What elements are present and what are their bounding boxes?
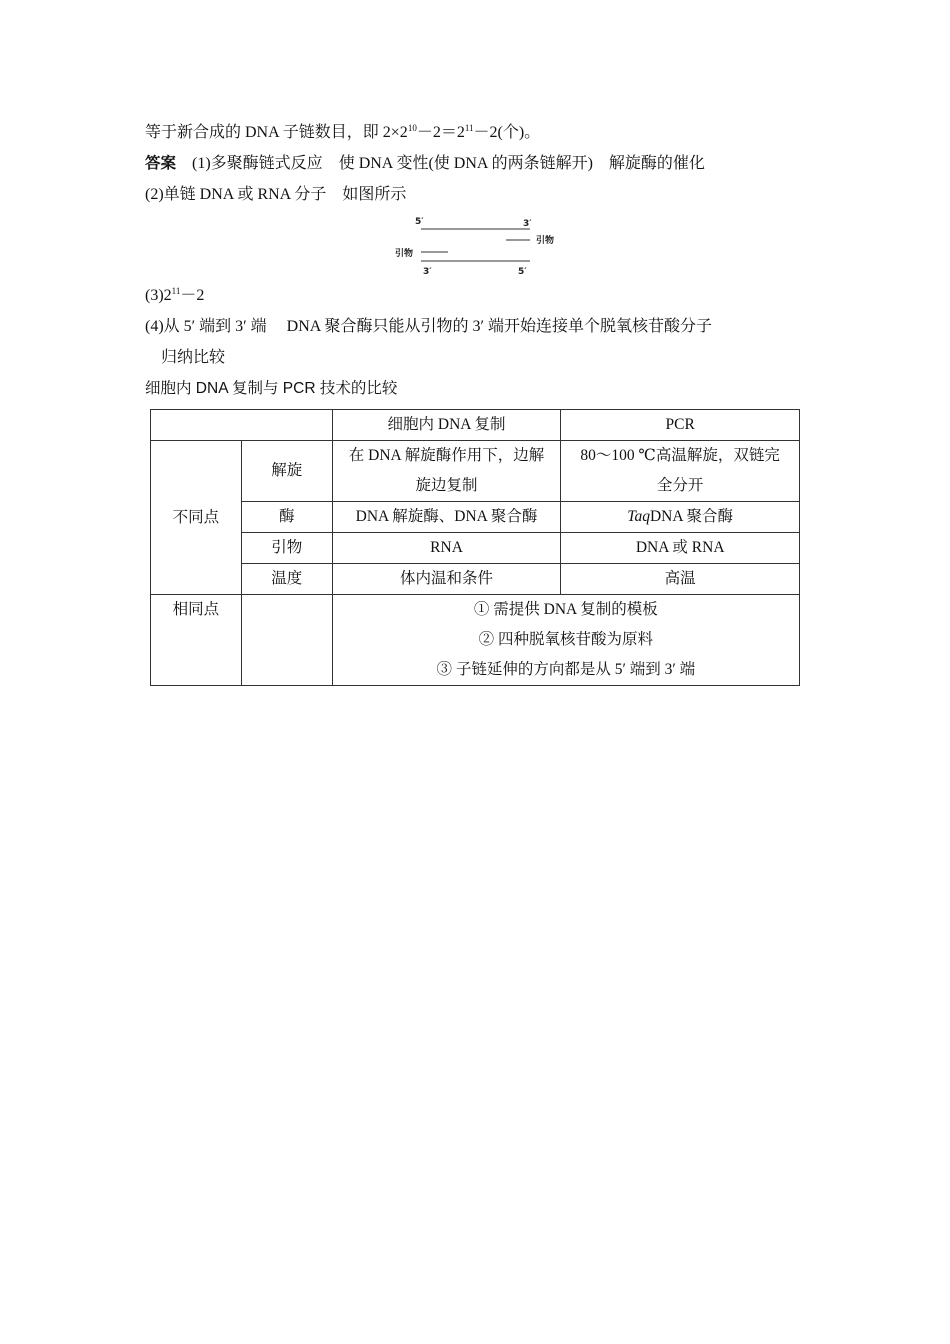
answer-1b: 使 DNA 变性(使 DNA 的两条链解开) [338, 155, 593, 172]
same-point-item: ① 需提供 DNA 复制的模板 [473, 601, 658, 618]
intro-text-2: －2＝2 [416, 124, 465, 141]
cell-unwinding-pcr [561, 441, 800, 502]
label-top-5prime: 5′ [415, 217, 424, 227]
cell-text-line: 旋边复制 [415, 477, 478, 494]
label-top-3prime: 3′ [523, 219, 532, 229]
label-bottom-5prime: 5′ [518, 267, 527, 277]
same-label-cell: 相同点 [151, 595, 242, 686]
intro-text-3: －2(个)。 [473, 124, 541, 141]
row-label-temperature: 温度 [241, 564, 332, 595]
answer-4a: (4)从 5′ 端到 3′ 端 [145, 318, 267, 335]
answer-2b: 如图所示 [342, 186, 407, 203]
same-point-item: ② 四种脱氧核苷酸为原料 [478, 631, 654, 648]
table-header-row [151, 410, 800, 441]
answer-3-exponent: 11 [171, 286, 181, 296]
cell-text-line: 在 DNA 解旋酶作用下，边解 [348, 447, 545, 464]
answer-line-2 [145, 185, 406, 205]
label-bottom-3prime: 3′ [423, 267, 432, 277]
same-points-cell [332, 595, 799, 686]
cell-enzyme-pcr [561, 502, 800, 533]
answer-2a: (2)单链 DNA 或 RNA 分子 [145, 186, 327, 203]
answer-1a: (1)多聚酶链式反应 [192, 155, 323, 172]
answer-label: 答案 [145, 155, 177, 172]
label-primer-left: 引物 [395, 249, 414, 259]
answer-4b: DNA 聚合酶只能从引物的 3′ 端开始连接单个脱氧核苷酸分子 [286, 318, 712, 335]
section-title: 细胞内 DNA 复制与 PCR 技术的比较 [145, 380, 398, 397]
intro-exponent-2: 11 [464, 123, 474, 133]
diff-label-cell: 不同点 [151, 441, 242, 595]
table-row [151, 533, 800, 564]
answer-line-4 [145, 317, 712, 337]
cell-text-line: 全分开 [656, 477, 704, 494]
cell-primer-pcr: DNA 或 RNA [561, 533, 800, 564]
row-label-enzyme: 酶 [241, 502, 332, 533]
table-row [151, 564, 800, 595]
cell-temperature-pcr: 高温 [561, 564, 800, 595]
primer-diagram [388, 212, 568, 280]
table-row-same [151, 595, 800, 686]
cell-text-line: 80～100 ℃高温解旋，双链完 [580, 447, 780, 464]
intro-exponent-1: 10 [407, 123, 417, 133]
row-label-primer: 引物 [241, 533, 332, 564]
summary-title: 归纳比较 [161, 349, 226, 366]
answer-3-text: (3)2 [145, 287, 172, 304]
same-empty-cell [241, 595, 332, 686]
comparison-table [150, 409, 800, 686]
table-row [151, 441, 800, 502]
label-primer-right: 引物 [536, 236, 555, 246]
intro-line [145, 123, 540, 143]
intro-text-1: 等于新合成的 DNA 子链数目，即 2×2 [145, 124, 408, 141]
cell-primer-replication: RNA [332, 533, 561, 564]
taq-italic: Taq [627, 508, 650, 525]
cell-unwinding-replication [332, 441, 561, 502]
header-cell-pcr: PCR [561, 410, 800, 441]
answer-line-1 [145, 154, 705, 174]
table-row [151, 502, 800, 533]
answer-1c: 解旋酶的催化 [608, 155, 705, 172]
answer-line-3 [145, 286, 204, 306]
cell-temperature-replication: 体内温和条件 [332, 564, 561, 595]
answer-3-suffix: －2 [180, 287, 205, 304]
cell-enzyme-replication: DNA 解旋酶、DNA 聚合酶 [332, 502, 561, 533]
enzyme-name: DNA 聚合酶 [649, 508, 734, 525]
header-cell-replication: 细胞内 DNA 复制 [332, 410, 561, 441]
same-point-item: ③ 子链延伸的方向都是从 5′ 端到 3′ 端 [436, 661, 696, 678]
row-label-unwinding: 解旋 [241, 441, 332, 502]
header-empty-cell [151, 410, 333, 441]
